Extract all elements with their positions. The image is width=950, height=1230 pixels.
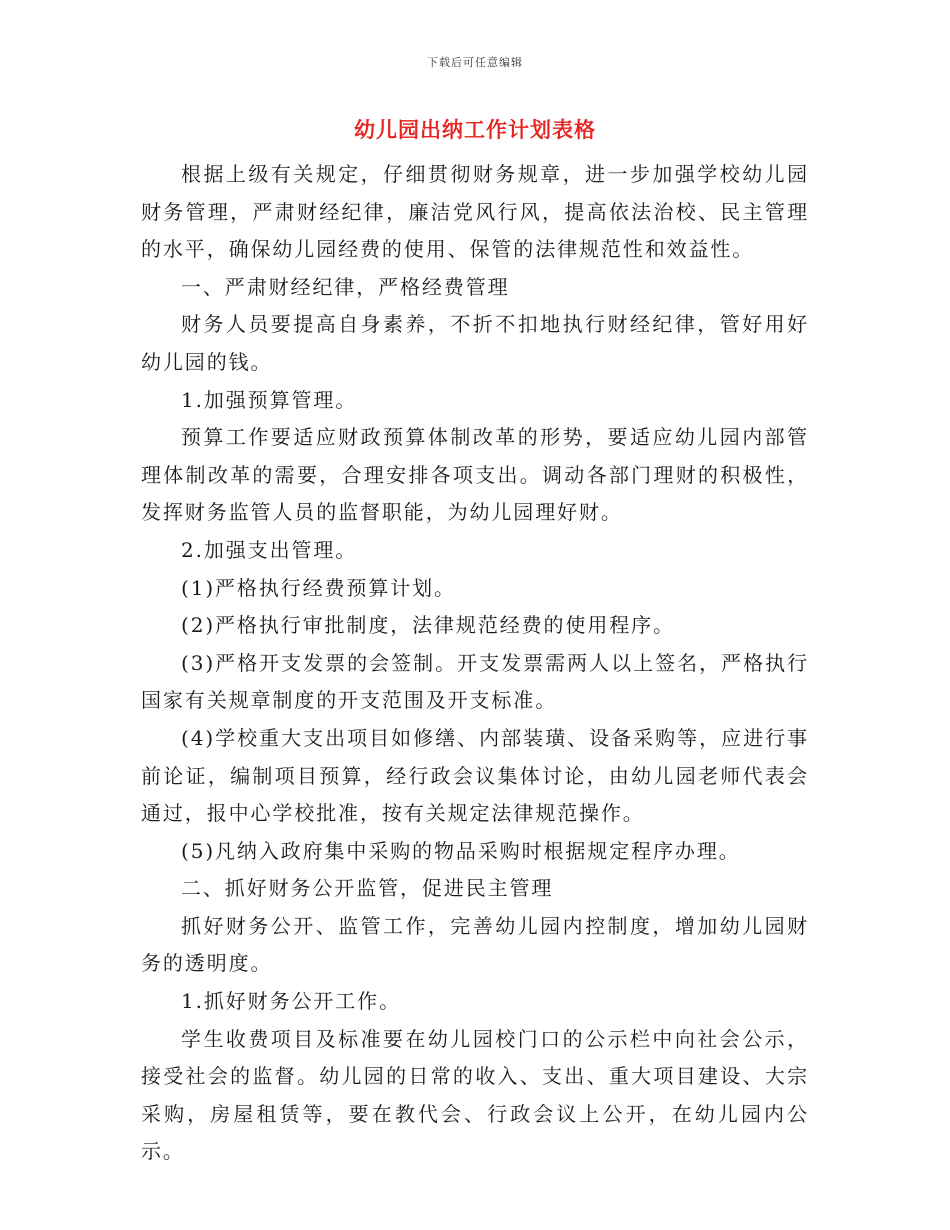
subsection-heading: 1.抓好财务公开工作。	[181, 989, 401, 1014]
document-body	[141, 156, 809, 1171]
header-note: 下载后可任意编辑	[427, 56, 523, 69]
list-item: (4)学校重大支出项目如修缮、内部装璜、设备采购等，应进行事前论证，编制项目预算，经行政会议集体讨论，由幼儿园老师代表会通过，报中心学校批准，按有关规定法律规范操作。	[141, 725, 809, 826]
paragraph: 根据上级有关规定，仔细贯彻财务规章，进一步加强学校幼儿园财务管理，严肃财经纪律，廉洁党风行风，提高依法治校、民主管理的水平，确保幼儿园经费的使用、保管的法律规范性和效益性。	[141, 162, 809, 262]
paragraph: 财务人员要提高自身素养，不折不扣地执行财经纪律，管好用好幼儿园的钱。	[141, 312, 809, 374]
list-item: (2)严格执行审批制度，法律规范经费的使用程序。	[181, 613, 675, 638]
section-heading: 二、抓好财务公开监管，促进民主管理	[181, 876, 554, 901]
list-item: (3)严格开支发票的会签制。开支发票需两人以上签名，严格执行国家有关规章制度的开支范围及开支标准。	[141, 650, 809, 713]
paragraph: 抓好财务公开、监管工作，完善幼儿园内控制度，增加幼儿园财务的透明度。	[141, 913, 809, 976]
section-heading: 一、严肃财经纪律，严格经费管理	[181, 274, 510, 299]
list-item: (1)严格执行经费预算计划。	[181, 575, 456, 600]
subsection-heading: 2.加强支出管理。	[181, 537, 358, 562]
paragraph: 学生收费项目及标准要在幼儿园校门口的公示栏中向社会公示，接受社会的监督。幼儿园的日常的收入、支出、重大项目建设、大宗采购，房屋租赁等，要在教代会、行政会议上公开，在幼儿园内公示。	[141, 1026, 809, 1164]
subsection-heading: 1.加强预算管理。	[181, 387, 358, 412]
document-title: 幼儿园出纳工作计划表格	[354, 117, 596, 142]
list-item: (5)凡纳入政府集中采购的物品采购时根据规定程序办理。	[181, 838, 741, 863]
paragraph: 预算工作要适应财政预算体制改革的形势，要适应幼儿园内部管理体制改革的需要，合理安排各项支出。调动各部门理财的积极性，发挥财务监管人员的监督职能，为幼儿园理好财。	[141, 425, 809, 525]
